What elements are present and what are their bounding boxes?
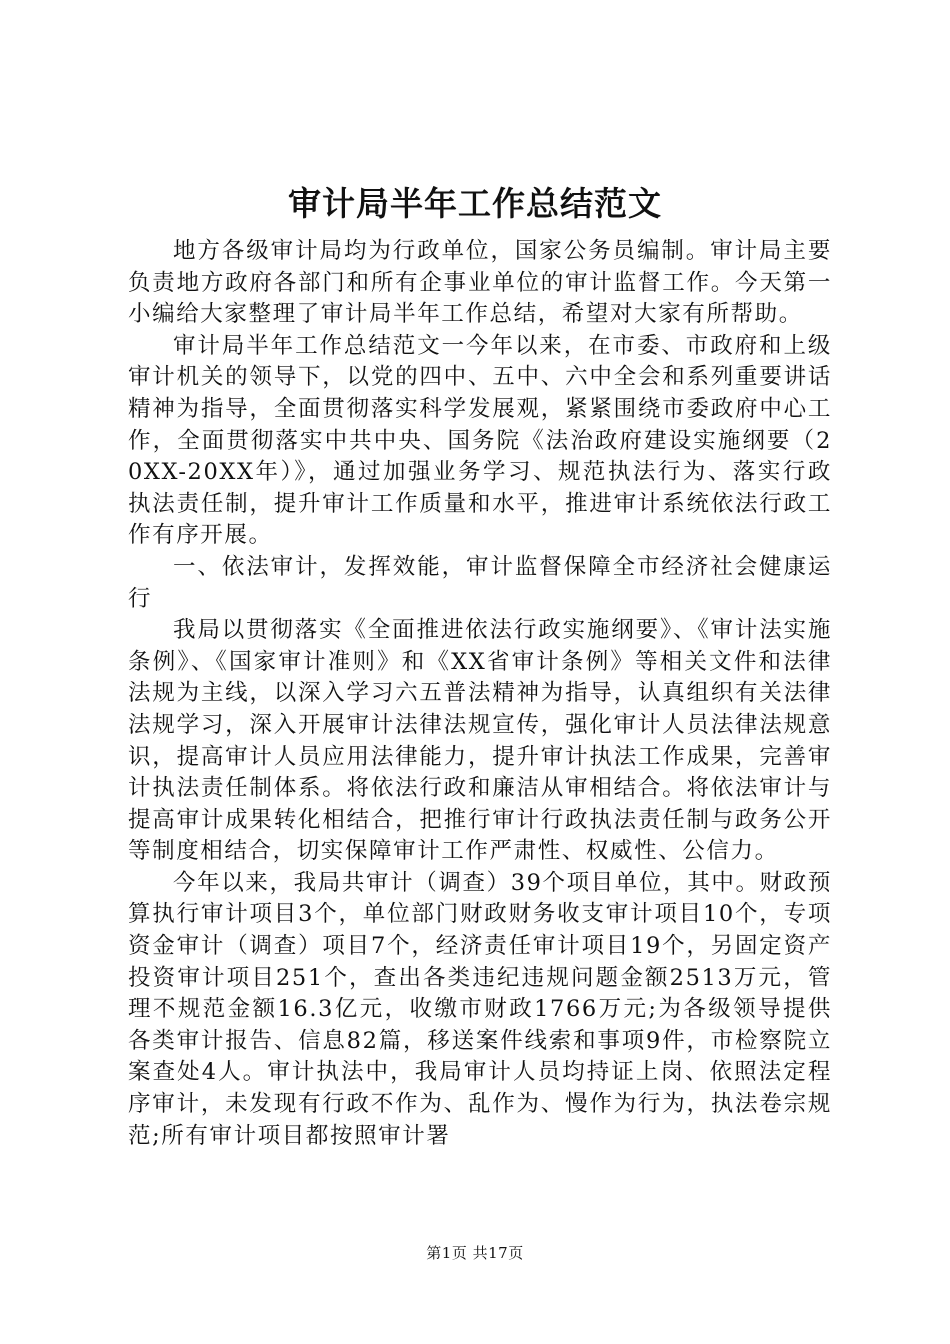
document-body [128,236,832,1152]
page-number-footer: 第1页 共17页 [426,1244,524,1262]
paragraph-summary: 审计局半年工作总结范文一今年以来，在市委、市政府和上级审计机关的领导下，以党的四中、五中、六中全会和系列重要讲话精神为指导，全面贯彻落实科学发展观，紧紧围绕市委政府中心工作，全面贯彻落实中共中央、国务院《法治政府建设实施纲要（20XX-20XX年）》，通过加强业务学习、规范执法行为、落实行政执法责任制，提升审计工作质量和水平，推进审计系统依法行政工作有序开展。 [128,332,832,549]
section-heading-1: 一、依法审计，发挥效能，审计监督保障全市经济社会健康运行 [128,553,832,612]
document-title: 审计局半年工作总结范文 [288,184,662,223]
paragraph-intro: 地方各级审计局均为行政单位，国家公务员编制。审计局主要负责地方政府各部门和所有企事业单位的审计监督工作。今天第一小编给大家整理了审计局半年工作总结，希望对大家有所帮助。 [128,238,832,328]
paragraph-section-1: 我局以贯彻落实《全面推进依法行政实施纲要》、《审计法实施条例》、《国家审计准则》和《XX省审计条例》等相关文件和法律法规为主线，以深入学习六五普法精神为指导，认真组织有关法律法规学习，深入开展审计法律法规宣传，强化审计人员法律法规意识，提高审计人员应用法律能力，提升审计执法工作成果，完善审计执法责任制体系。将依法行政和廉洁从审相结合。将依法审计与提高审计成果转化相结合，把推行审计行政执法责任制与政务公开等制度相结合，切实保障审计工作严肃性、权威性、公信力。 [128,617,832,865]
paragraph-statistics: 今年以来，我局共审计（调查）39个项目单位，其中。财政预算执行审计项目3个，单位部门财政财务收支审计项目10个，专项资金审计（调查）项目7个，经济责任审计项目19个，另固定资产投资审计项目251个，查出各类违纪违规问题金额2513万元，管理不规范金额16.3亿元，收缴市财政1766万元;为各级领导提供各类审计报告、信息82篇，移送案件线索和事项9件，市检察院立案查处4人。审计执法中，我局审计人员均持证上岗、依照法定程序审计，未发现有行政不作为、乱作为、慢作为行为，执法卷宗规范;所有审计项目都按照审计署 [128,869,832,1149]
